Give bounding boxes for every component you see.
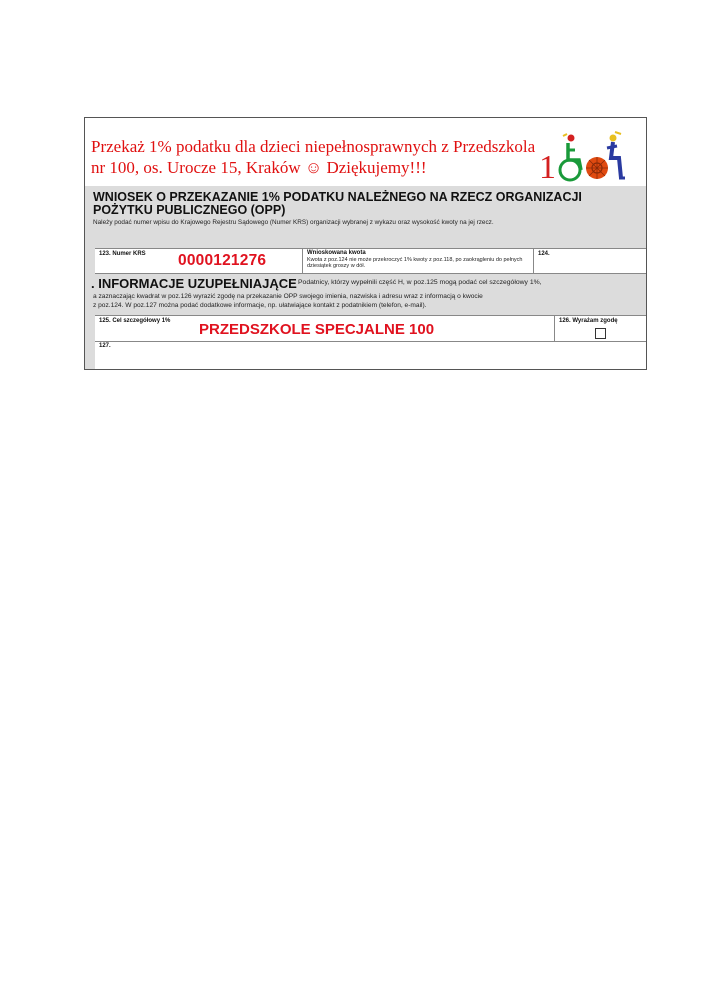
field-127-label: 127.	[99, 343, 111, 349]
section-description-line-2: z poz.124. W poz.127 można podać dodatkowe informacje, np. ułatwiające kontakt z podatnikiem (telefon, e-mail).	[93, 302, 427, 309]
section-description	[93, 292, 643, 310]
cel-label: 125. Cel szczegółowy 1%	[99, 318, 171, 324]
section-intro: Podatnicy, którzy wypełnili część H, w poz.125 mogą podać cel szczegółowy 1%,	[298, 279, 542, 286]
field-124-label: 124.	[538, 251, 550, 257]
consent-label: 126. Wyrażam zgodę	[559, 318, 618, 324]
cel-field[interactable]	[95, 316, 555, 342]
krs-field[interactable]	[95, 249, 303, 273]
form-title: WNIOSEK O PRZEKAZANIE 1% PODATKU NALEŻNEGO NA RZECZ ORGANIZACJI POŻYTKU PUBLICZNEGO (OPP)	[93, 190, 582, 217]
consent-field	[555, 316, 647, 342]
krs-row	[95, 248, 647, 274]
kwota-label: Wnioskowana kwota	[307, 250, 366, 256]
consent-checkbox[interactable]	[595, 328, 606, 339]
krs-label: 123. Numer KRS	[99, 251, 146, 257]
kwota-note: Kwota z poz.124 nie może przekroczyć 1% kwoty z poz.118, po zaokrągleniu do pełnych dziesiątek groszy w dół.	[307, 257, 523, 270]
headline: Przekaż 1% podatku dla dzieci niepełnosprawnych z Przedszkola nr 100, os. Urocze 15, Kraków ☺ Dziękujemy!!!	[91, 137, 536, 177]
flyer-card	[84, 117, 647, 370]
form-description: Należy podać numer wpisu do Krajowego Rejestru Sądowego (Numer KRS) organizacji wybranej z wykazu oraz wysokość kwoty na jej rzecz.	[93, 219, 494, 226]
cel-value: PRZEDSZKOLE SPECJALNE 100	[199, 321, 435, 338]
cel-row	[95, 315, 647, 342]
section-description-line-1: a zaznaczając kwadrat w poz.126 wyrazić zgodę na przekazanie OPP swojego imienia, nazwiska i adresu wraz z informacją o kwocie	[93, 293, 483, 300]
wheelchair-children-logo-icon	[537, 130, 635, 188]
krs-value: 0000121276	[178, 252, 267, 269]
amount-field-124[interactable]	[534, 249, 647, 273]
svg-text:1: 1	[539, 149, 556, 186]
pit-form-excerpt	[85, 186, 647, 370]
section-title: . INFORMACJE UZUPEŁNIAJĄCE	[91, 276, 297, 291]
kwota-field	[303, 249, 534, 273]
additional-info-row[interactable]	[95, 341, 647, 370]
